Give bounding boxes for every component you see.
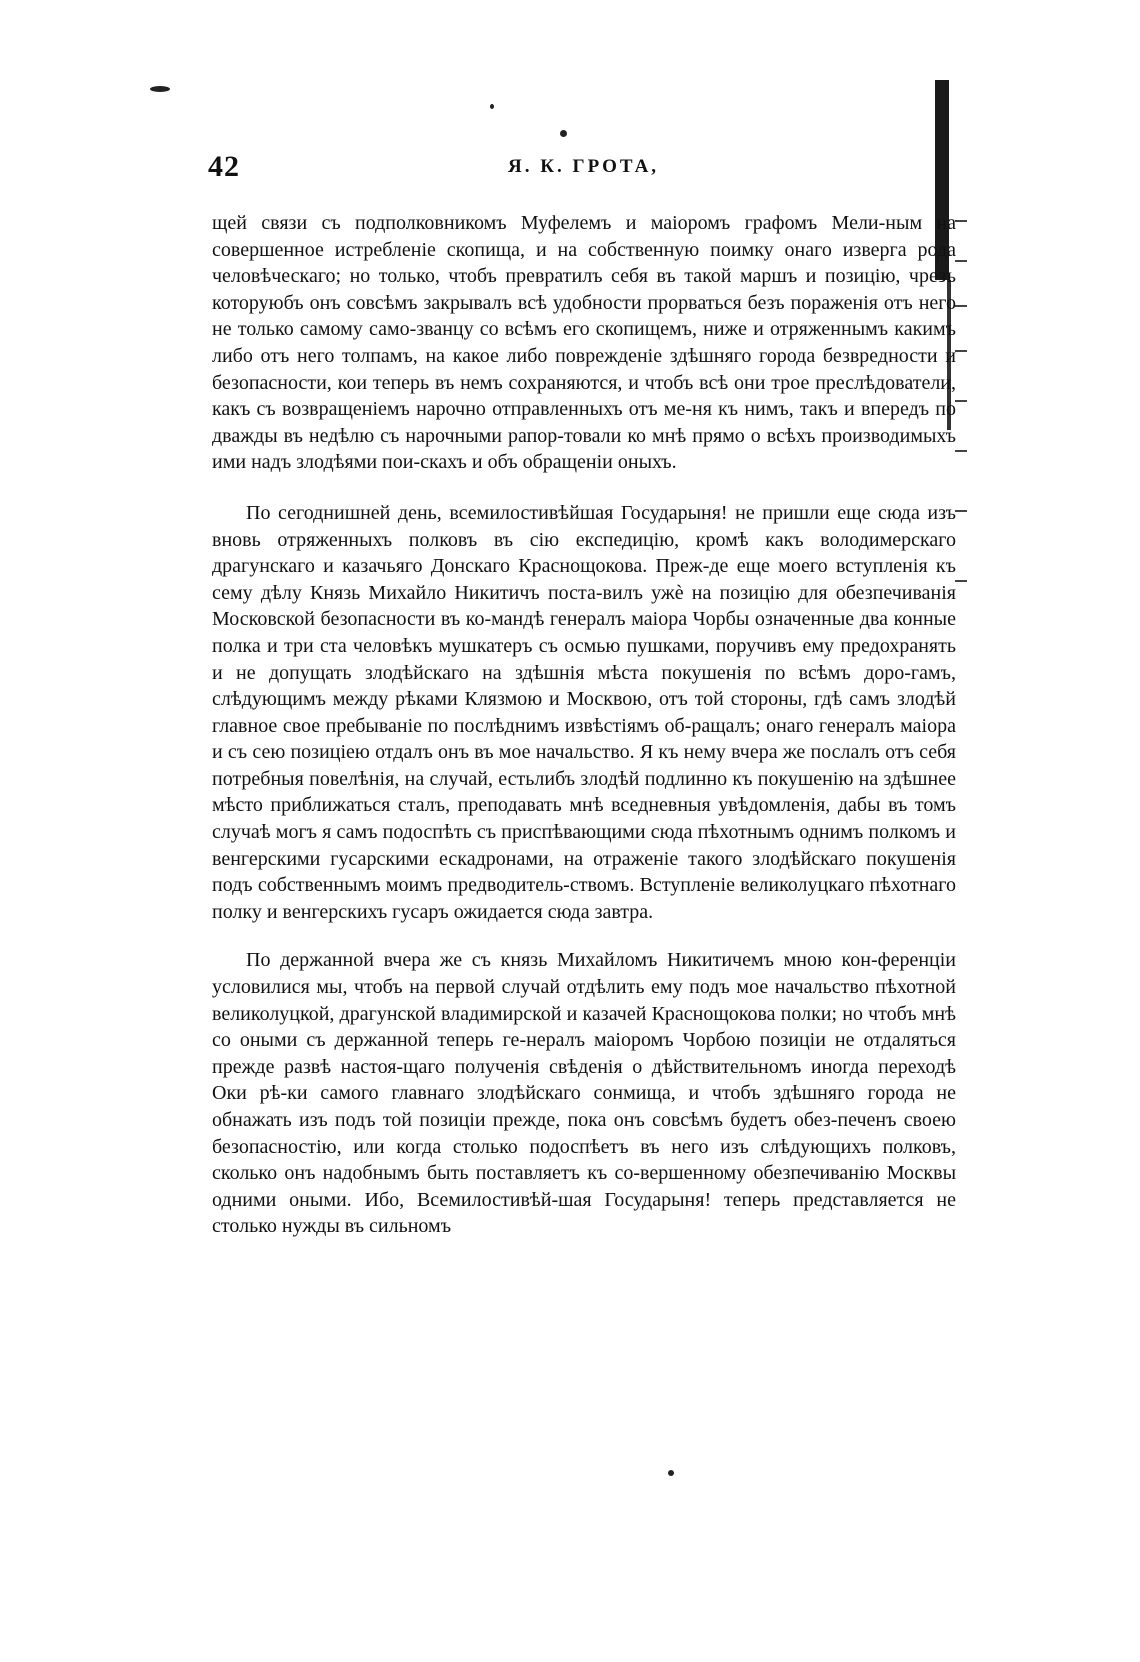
paragraph-3: По держанной вчера же съ князь Михайломъ Никитичемъ мною кон-ференціи условилися мы, чтобъ на первой случай отдѣлить ему подъ мое начальство пѣхотной великолуцкой, драгунской владимирской и казачей Краснощокова полки; но чтобъ мнѣ со оными съ держанной теперь ге-нералъ маіоромъ Чорбою позиціи не отдаляться прежде развѣ настоя-щаго полученія свѣденія о дѣйствительномъ иногда переходѣ Оки рѣ-ки самого главнаго злодѣйскаго сонмища, и чтобъ здѣшняго города не обнажать изъ подъ той позиціи прежде, пока онъ совсѣмъ будетъ обез-печенъ своею безопасностію, или когда столько подоспѣетъ въ него изъ слѣдующихъ полковъ, сколько онъ надобнымъ быть поставляетъ къ со-вершенному обезпечиванію Москвы одними оными. Ибо, Всемилостивѣй-шая Государыня! теперь представляется не столько нужды въ сильномъ: [212, 949, 956, 1238]
gutter-mark: [955, 580, 967, 582]
scan-speck: [560, 130, 567, 137]
gutter-marks: [955, 200, 975, 620]
gutter-mark: [955, 305, 967, 307]
gutter-mark: [955, 350, 967, 352]
scan-speck: [668, 1470, 674, 1476]
gutter-mark: [955, 260, 967, 262]
page-header: [208, 150, 956, 190]
gutter-mark: [955, 220, 967, 222]
scan-speck: [490, 104, 494, 109]
paragraph-1: щей связи съ подполковникомъ Муфелемъ и маіоромъ графомъ Мели-ным на совершенное истребленіе скопища, и на собственную поимку онаго изверга рода человѣческаго; но только, чтобъ превратилъ себя въ такой маршъ и позицію, чрезъ которуюбъ онъ совсѣмъ закрывалъ всѣ удобности прорваться безъ пораженія отъ него не только самому само-званцу со всѣмъ его скопищемъ, ниже и отряженнымъ какимъ либо отъ него толпамъ, на какое либо поврежденіе здѣшняго города безвредности и безопасности, кои теперь въ немъ сохраняются, и чтобъ всѣ они трое преслѣдователи, какъ съ возвращеніемъ нарочно отправленныхъ отъ ме-ня къ нимъ, такъ и впередъ по дважды въ недѣлю съ нарочными рапор-товали ко мнѣ прямо о всѣхъ производимыхъ ими надъ злодѣями пои-скахъ и объ обращеніи оныхъ.: [212, 212, 956, 474]
gutter-mark: [955, 450, 967, 452]
gutter-mark: [955, 400, 967, 402]
scan-speck: [150, 86, 170, 92]
paragraph-2: По сегоднишней день, всемилостивѣйшая Государыня! не пришли еще сюда изъ вновь отряженныхъ полковъ въ сію експедицію, кромѣ какъ володимерскаго драгунскаго и казачьяго Донскаго Краснощокова. Преж-де еще моего вступленія къ сему дѣлу Князь Михайло Никитичъ поста-вилъ ужѐ на позицію для обезпечиванія Московской безопасности въ ко-мандѣ генералъ маіора Чорбы означенные два конные полка и три ста человѣкъ мушкатеръ съ осмью пушками, поручивъ ему предохранять и не допущать злодѣйскаго на здѣшнія мѣста покушенія по всѣмъ доро-гамъ, слѣдующимъ между рѣками Клязмою и Москвою, отъ той стороны, гдѣ самъ злодѣй главное свое пребываніе по послѣднимъ извѣстіямъ об-ращалъ; онаго генералъ маіора и съ сею позиціею отдалъ онъ въ мое начальство. Я къ нему вчера же послалъ отъ себя потребныя повелѣнія, на случай, естьлибъ злодѣй подлинно къ покушенію на здѣшнее мѣсто приближаться сталъ, преподавать мнѣ вседневныя увѣдомленія, дабы въ томъ случаѣ могъ я самъ подоспѣть съ приспѣвающими сюда пѣхотнымъ однимъ полкомъ и венгерскими гусарскими ескадронами, на отраженіе такого злодѣйскаго покушенія подъ собственнымъ моимъ предводитель-ствомъ. Вступленіе великолуцкаго пѣхотнаго полку и венгерскихъ гусаръ ожидается сюда завтра.: [212, 501, 956, 923]
running-head: Я. К. ГРОТА,: [508, 156, 660, 177]
gutter-mark: [955, 510, 967, 512]
body-text: [212, 210, 956, 1240]
page-number: 42: [208, 150, 240, 183]
